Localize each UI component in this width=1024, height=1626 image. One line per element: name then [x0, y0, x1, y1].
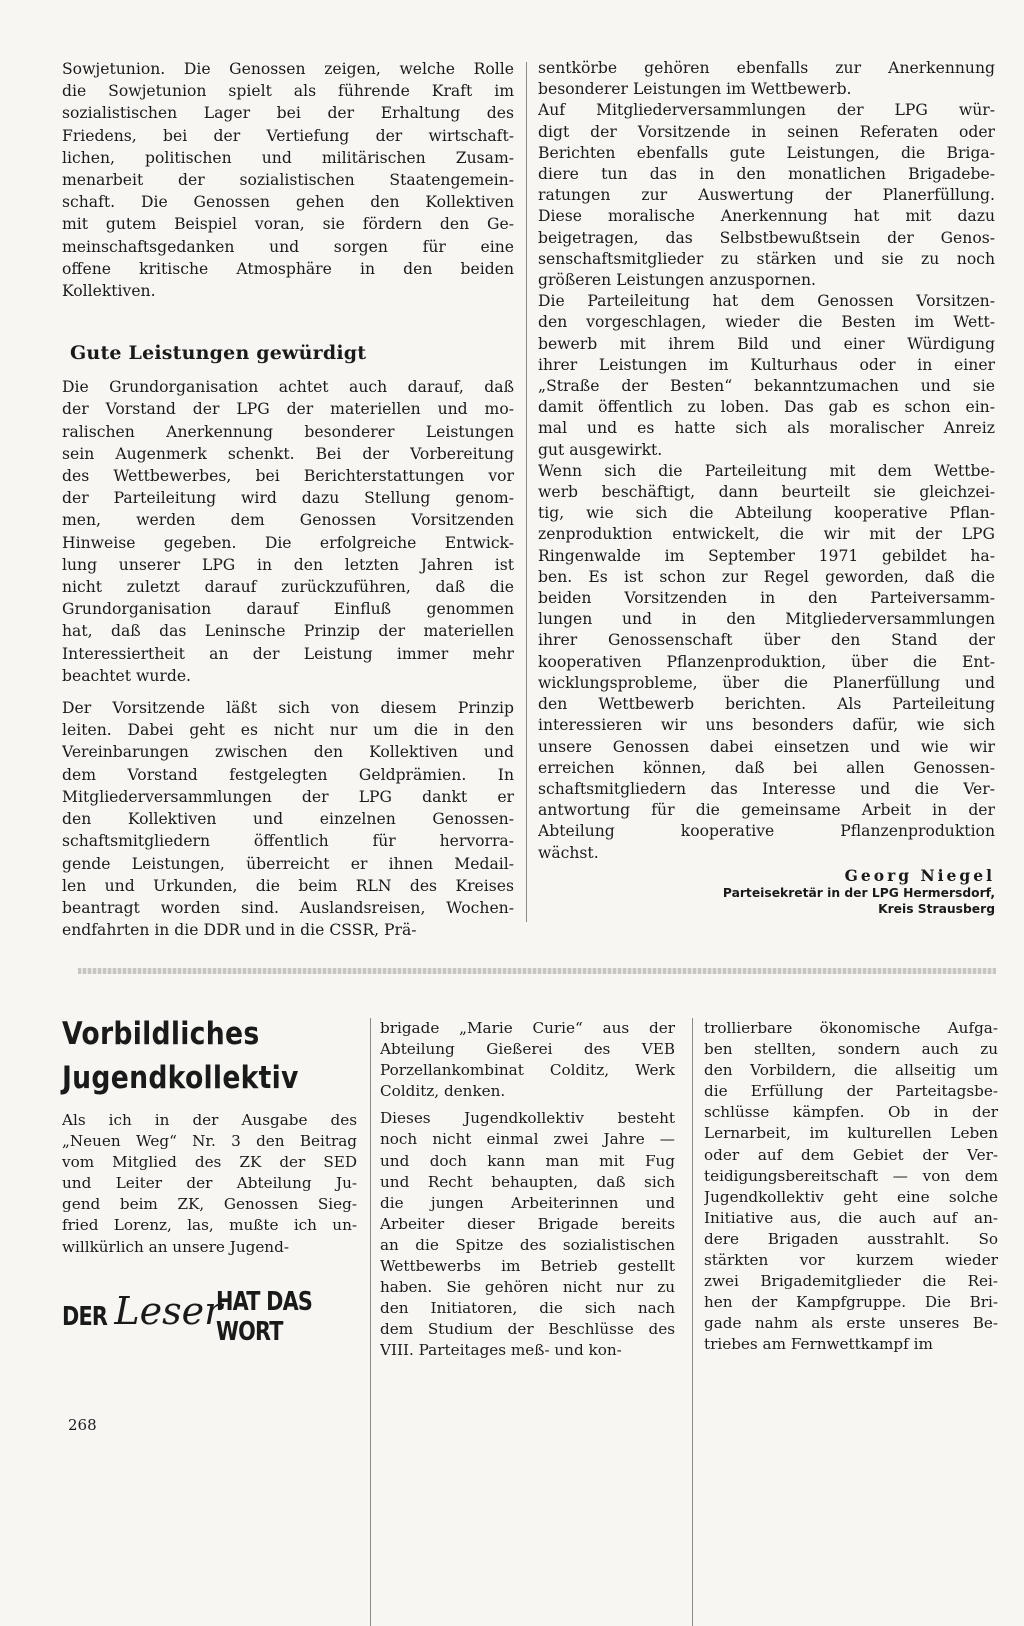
text-line: Ringenwalde im September 1971 gebildet ha- — [538, 546, 995, 565]
text-line: bewerb mit ihrem Bild und einer Würdigung — [538, 334, 995, 353]
text-line: schaft. Die Genossen gehen den Kollektiven — [62, 193, 514, 212]
text-line: digt der Vorsitzende in seinen Referaten oder — [538, 122, 995, 141]
text-line: Friedens, bei der Vertiefung der wirtschaft- — [62, 126, 514, 145]
text-line: dem Studium der Beschlüsse des — [380, 1320, 675, 1339]
text-line: und Leiter der Abteilung Ju- — [62, 1174, 357, 1193]
text-line: Jugendkollektiv geht eine solche — [704, 1187, 998, 1206]
text-line: der Parteileitung wird dazu Stellung genom- — [62, 489, 514, 508]
page-number: 268 — [68, 1416, 97, 1434]
text-line: Abteilung kooperative Pflanzenproduktion — [538, 822, 995, 841]
paragraph — [62, 697, 514, 941]
text-line: beigetragen, das Selbstbewußtsein der Genos- — [538, 228, 995, 247]
article-column-top-left — [62, 58, 514, 941]
text-line: fried Lorenz, las, mußte ich un- — [62, 1216, 357, 1235]
text-line: dem Vorstand festgelegten Geldprämien. In — [62, 765, 514, 784]
text-line: „Neuen Weg“ Nr. 3 den Beitrag — [62, 1132, 357, 1151]
text-line: lungen und in den Mitgliederversammlungen — [538, 610, 995, 629]
text-line: gende Leistungen, überreicht er ihnen Medail- — [62, 854, 514, 873]
text-line: meinschaftsgedanken und sorgen für eine — [62, 237, 514, 256]
text-line: den Wettbewerb berichten. Als Parteileitung — [538, 695, 995, 714]
text-line: Hinweise gegeben. Die erfolgreiche Entwick- — [62, 533, 514, 552]
text-line: vom Mitglied des ZK der SED — [62, 1153, 357, 1172]
text-line: Die Parteileitung hat dem Genossen Vorsitzen- — [538, 292, 995, 311]
text-line: an die Spitze des sozialistischen — [380, 1235, 675, 1254]
text-line: noch nicht einmal zwei Jahre — — [380, 1130, 675, 1149]
article-title-line1: Vorbildliches — [62, 1016, 260, 1052]
text-line: größeren Leistungen anzuspornen. — [538, 271, 816, 290]
text-line: den Kollektiven und einzelnen Genossen- — [62, 810, 514, 829]
paragraph — [538, 291, 995, 461]
column-rule — [526, 62, 527, 922]
text-line: Interessiertheit an der Leistung immer mehr — [62, 644, 514, 663]
text-line: menarbeit der sozialistischen Staatengemein- — [62, 171, 514, 190]
text-line: haben. Sie gehören nicht nur zu — [380, 1278, 675, 1297]
text-line: antwortung für die gemeinsame Arbeit in der — [538, 801, 995, 820]
section-heading: Gute Leistungen gewürdigt — [70, 342, 367, 365]
text-line: Lernarbeit, im kulturellen Leben — [704, 1124, 998, 1143]
text-line: den Vorbildern, die allseitig um — [704, 1061, 998, 1080]
text-line: Abteilung Gießerei des VEB — [380, 1040, 675, 1059]
text-line: erreichen können, daß bei allen Genossen- — [538, 758, 995, 777]
article-column-bottom-1 — [62, 1012, 357, 1347]
text-line: ben. Es ist schon zur Regel geworden, daß die — [538, 567, 995, 586]
text-line: Diese moralische Anerkennung hat mit dazu — [538, 207, 995, 226]
text-line: brigade „Marie Curie“ aus der — [380, 1019, 675, 1037]
text-line: zenproduktion entwickelt, die wir mit der LPG — [538, 525, 995, 544]
text-line: der Vorstand der LPG der materiellen und mo- — [62, 400, 514, 419]
text-line: oder auf dem Gebiet der Ver- — [704, 1145, 998, 1164]
text-line: ratungen zur Auswertung der Planerfüllung. — [538, 186, 995, 205]
text-line: Arbeiter dieser Brigade bereits — [380, 1214, 675, 1233]
column-rule — [370, 1018, 371, 1626]
text-line: wächst. — [538, 843, 599, 862]
text-line: Initiative aus, die auch auf an- — [704, 1208, 998, 1227]
text-line: den Initiatoren, die sich nach — [380, 1299, 675, 1318]
text-line: die jungen Arbeiterinnen und — [380, 1193, 675, 1212]
text-line: willkürlich an unsere Jugend- — [62, 1237, 289, 1256]
text-line: leiten. Dabei geht es nicht nur um die in den — [62, 721, 514, 740]
text-line: hat, daß das Leninsche Prinzip der materiellen — [62, 622, 514, 641]
article-column-top-right — [538, 58, 995, 917]
text-line: Porzellankombinat Colditz, Werk — [380, 1061, 675, 1080]
text-line: Wettbewerbs im Betrieb gestellt — [380, 1257, 675, 1276]
signature-place: Kreis Strausberg — [878, 901, 995, 916]
text-line: Berichten ebenfalls gute Leistungen, die Briga- — [538, 143, 995, 162]
text-line: des Wettbewerbes, bei Berichterstattungen vor — [62, 467, 514, 486]
text-line: Die Grundorganisation achtet auch darauf, daß — [62, 378, 514, 397]
paragraph — [538, 58, 995, 100]
banner-leser-script: Leser — [114, 1289, 223, 1333]
text-line: hen der Kampfgruppe. Die Bri- — [704, 1293, 998, 1312]
paragraph — [380, 1018, 675, 1102]
readers-letter-banner — [62, 1287, 362, 1347]
text-line: lung unserer LPG in den letzten Jahren ist — [62, 555, 514, 574]
text-line: teidigungsbereitschaft — von dem — [704, 1166, 998, 1185]
text-line: sozialistischen Lager bei der Erhaltung des — [62, 104, 514, 123]
text-line: damit öffentlich zu loben. Das gab es schon ein- — [538, 398, 995, 417]
text-line: len und Urkunden, die beim RLN des Kreises — [62, 876, 514, 895]
text-line: gut ausgewirkt. — [538, 440, 663, 459]
text-line: stärkten vor kurzem wieder — [704, 1251, 998, 1270]
text-line: werb beschäftigt, dann beurteilt sie gleichzei- — [538, 483, 995, 502]
article-column-bottom-2 — [380, 1018, 675, 1362]
text-line: beiden Vorsitzenden in den Parteiversamm- — [538, 589, 995, 608]
text-line: senschaftsmitglieder zu stärken und sie zu noch — [538, 249, 995, 268]
article-column-bottom-3 — [704, 1018, 998, 1356]
text-line: unsere Genossen dabei einsetzen und wie wir — [538, 737, 995, 756]
text-line: und Recht behaupten, daß sich — [380, 1172, 675, 1191]
banner-hat-das-wort: HAT DAS WORT — [216, 1287, 313, 1347]
text-line: men, werden dem Genossen Vorsitzenden — [62, 511, 514, 530]
text-line: den vorgeschlagen, wieder die Besten im Wett- — [538, 313, 995, 332]
paragraph — [704, 1018, 998, 1356]
article-title-line2: Jugendkollektiv — [62, 1060, 299, 1096]
text-line: besonderer Leistungen im Wettbewerb. — [538, 80, 852, 99]
text-line: sentkörbe gehören ebenfalls zur Anerkennung — [538, 59, 995, 77]
text-line: zwei Brigademitglieder die Rei- — [704, 1272, 998, 1291]
text-line: mit gutem Beispiel voran, sie fördern den Ge- — [62, 215, 514, 234]
signature-name: Georg Niegel — [844, 865, 995, 885]
text-line: die Sowjetunion spielt als führende Kraft im — [62, 82, 514, 101]
text-line: „Straße der Besten“ bekanntzumachen und sie — [538, 377, 995, 396]
text-line: gade nahm als erste unseres Be- — [704, 1314, 998, 1333]
text-line: nicht zuletzt darauf zurückzuführen, daß die — [62, 578, 514, 597]
text-line: mal und es hatte sich als moralischer Anreiz — [538, 419, 995, 438]
text-line: tig, wie sich die Abteilung kooperative Pflan- — [538, 504, 995, 523]
text-line: lichen, politischen und militärischen Zusam- — [62, 148, 514, 167]
text-line: ralischen Anerkennung besonderer Leistungen — [62, 422, 514, 441]
text-line: Als ich in der Ausgabe des — [62, 1111, 357, 1129]
paragraph — [62, 58, 514, 302]
text-line: endfahrten in die DDR und in die CSSR, Prä- — [62, 921, 417, 940]
text-line: ihrer Leistungen im Kulturhaus oder in einer — [538, 355, 995, 374]
text-line: gend beim ZK, Genossen Sieg- — [62, 1195, 357, 1214]
text-line: wicklungsprobleme, über die Planerfüllung und — [538, 673, 995, 692]
banner-der: DER — [62, 1302, 108, 1332]
paragraph — [538, 100, 995, 291]
text-line: sein Augenmerk schenkt. Bei der Vorbereitung — [62, 444, 514, 463]
paragraph — [62, 1110, 357, 1258]
text-line: Kollektiven. — [62, 282, 156, 301]
text-line: schaftsmitgliedern öffentlich für hervorra- — [62, 832, 514, 851]
text-line: Sowjetunion. Die Genossen zeigen, welche Rolle — [62, 60, 514, 78]
paragraph — [538, 461, 995, 864]
text-line: beachtet wurde. — [62, 666, 192, 685]
column-rule — [692, 1018, 693, 1626]
text-line: interessieren wir uns besonders dafür, wie sich — [538, 716, 995, 735]
text-line: Wenn sich die Parteileitung mit dem Wettbe- — [538, 461, 995, 480]
text-line: Dieses Jugendkollektiv besteht — [380, 1109, 675, 1128]
text-line: schaftsmitgliedern das Interesse und die Ver- — [538, 779, 995, 798]
text-line: Grundorganisation darauf Einfluß genommen — [62, 600, 514, 619]
text-line: schlüsse kämpfen. Ob in der — [704, 1103, 998, 1122]
text-line: diere tun das in den monatlichen Brigadebe- — [538, 165, 995, 184]
text-line: und doch kann man mit Fug — [380, 1151, 675, 1170]
text-line: ihrer Genossenschaft über den Stand der — [538, 631, 995, 650]
text-line: beantragt worden sind. Auslandsreisen, Wochen- — [62, 898, 514, 917]
text-line: offene kritische Atmosphäre in den beiden — [62, 259, 514, 278]
paragraph — [62, 376, 514, 687]
text-line: Der Vorsitzende läßt sich von diesem Prinzip — [62, 699, 514, 718]
text-line: Colditz, denken. — [380, 1082, 506, 1101]
paragraph — [380, 1108, 675, 1361]
text-line: die Erfüllung der Parteitagsbe- — [704, 1082, 998, 1101]
signature-role: Parteisekretär in der LPG Hermersdorf, — [722, 885, 995, 900]
text-line: Auf Mitgliederversammlungen der LPG wür- — [538, 101, 995, 120]
text-line: Mitgliederversammlungen der LPG dankt er — [62, 787, 514, 806]
text-line: ben stellten, sondern auch zu — [704, 1040, 998, 1059]
text-line: VIII. Parteitages meß- und kon- — [380, 1341, 622, 1360]
section-divider — [78, 968, 996, 974]
text-line: triebes am Fernwettkampf im — [704, 1335, 933, 1354]
text-line: kooperativen Pflanzenproduktion, über die Ent- — [538, 652, 995, 671]
text-line: trollierbare ökonomische Aufga- — [704, 1019, 998, 1037]
text-line: dere Brigaden ausstrahlt. So — [704, 1229, 998, 1248]
text-line: Vereinbarungen zwischen den Kollektiven und — [62, 743, 514, 762]
